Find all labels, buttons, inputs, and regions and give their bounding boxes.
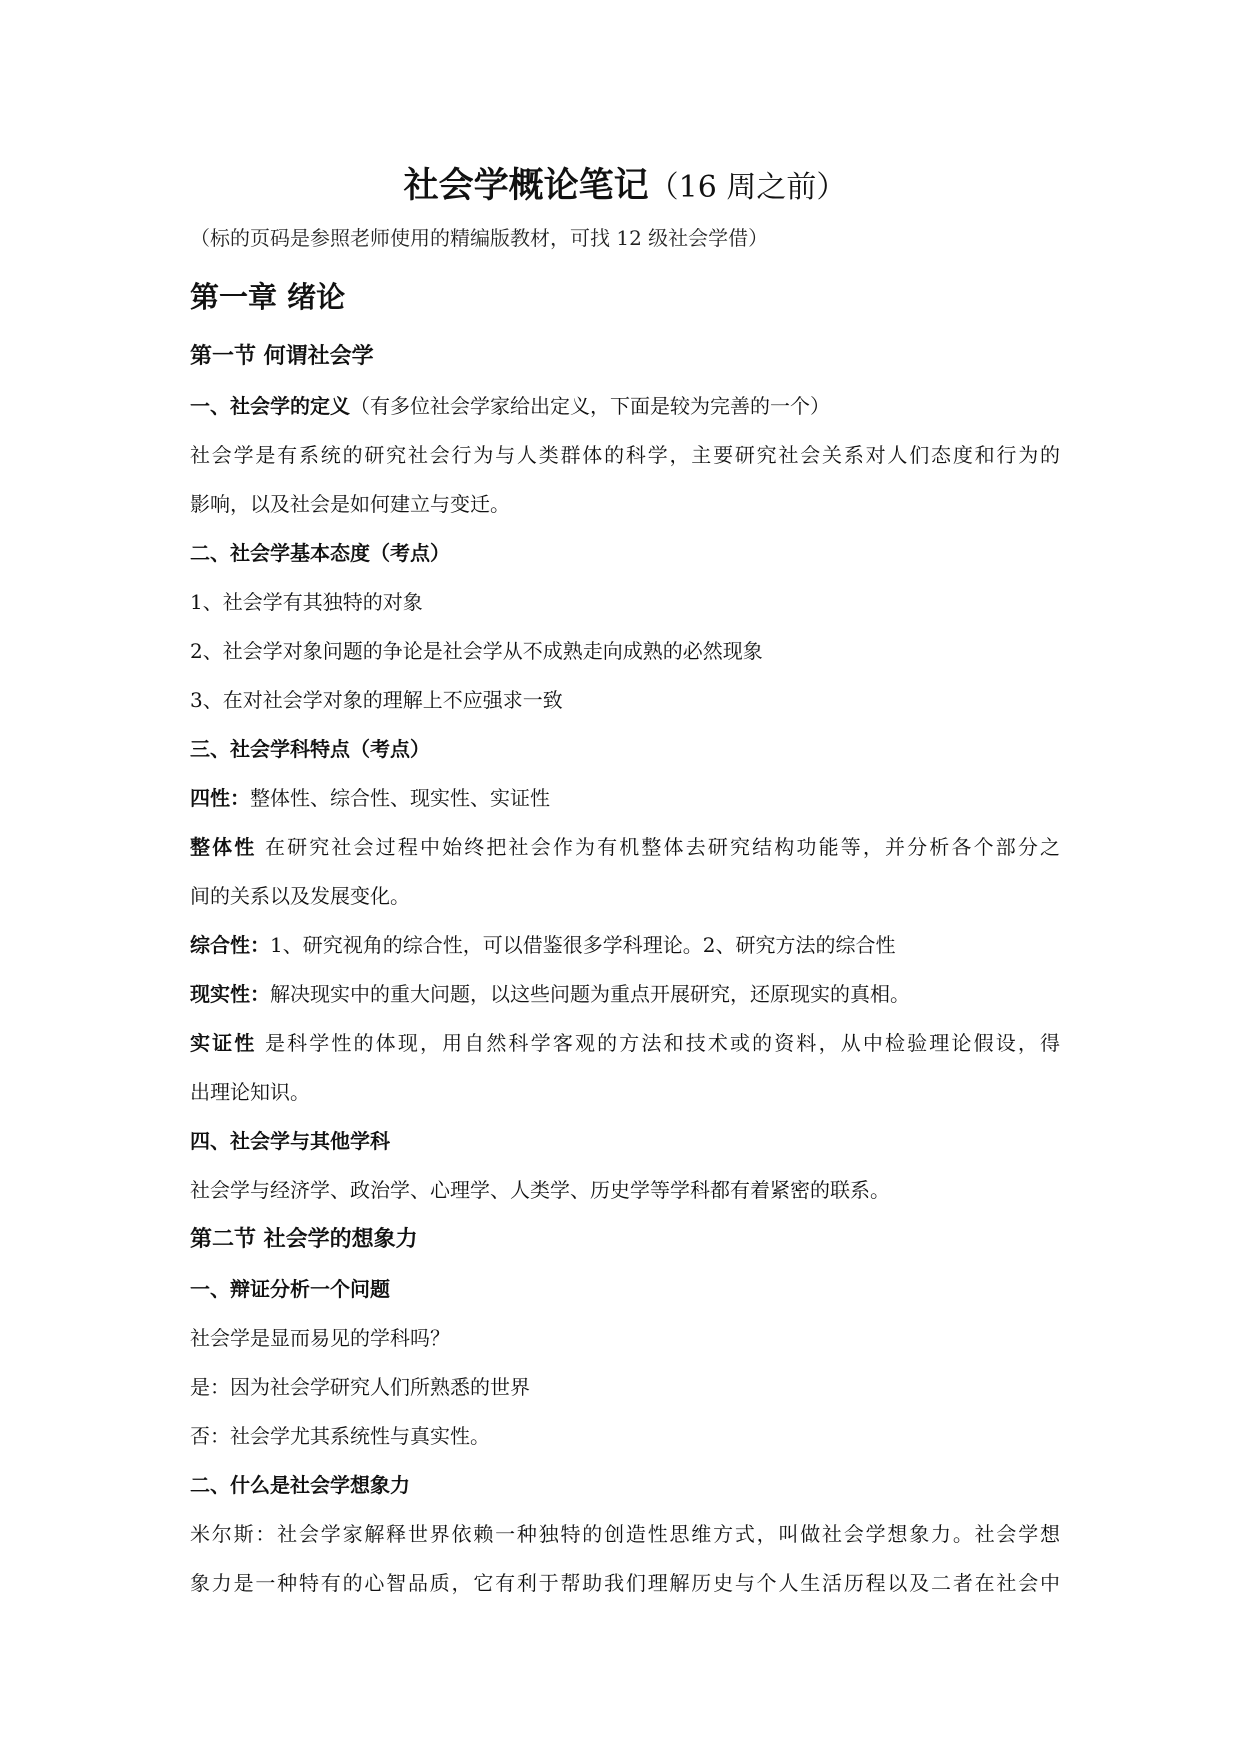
dialectic-heading-label: 一、辩证分析一个问题 xyxy=(190,1277,390,1301)
document-title xyxy=(190,158,1060,214)
source-note: （标的页码是参照老师使用的精编版教材，可找 12 级社会学借） xyxy=(190,226,769,250)
attitude-item-1: 1、社会学有其独特的对象 xyxy=(190,590,423,614)
title-subtitle: （16 周之前） xyxy=(648,170,847,205)
wholeness-line-2: 间的关系以及发展变化。 xyxy=(190,884,410,908)
comprehensive-label: 综合性： xyxy=(190,933,270,957)
definition-text-line-2: 影响，以及社会是如何建立与变迁。 xyxy=(190,492,510,516)
attitude-item-3: 3、在对社会学对象的理解上不应强求一致 xyxy=(190,688,563,712)
section-heading-2: 第二节 社会学的想象力 xyxy=(190,1227,418,1252)
definition-text-line-1: 社会学是有系统的研究社会行为与人类群体的科学，主要研究社会关系对人们态度和行为的 xyxy=(190,443,1060,467)
definition-heading xyxy=(190,382,1060,431)
empirical-line-1 xyxy=(190,1019,1060,1068)
empirical-line-2: 出理论知识。 xyxy=(190,1080,310,1104)
reality-label: 现实性： xyxy=(190,982,270,1006)
no-answer-line: 否：社会学尤其系统性与真实性。 xyxy=(190,1424,490,1448)
features-heading xyxy=(190,725,1060,774)
question-line: 社会学是显而易见的学科吗？ xyxy=(190,1326,450,1350)
dialectic-heading xyxy=(190,1265,1060,1314)
mills-line-1: 米尔斯：社会学家解释世界依赖一种独特的创造性思维方式，叫做社会学想象力。社会学想 xyxy=(190,1522,1060,1546)
comprehensive-text: 1、研究视角的综合性，可以借鉴很多学科理论。2、研究方法的综合性 xyxy=(270,933,896,957)
wholeness-line-1 xyxy=(190,823,1060,872)
definition-heading-label: 一、社会学的定义 xyxy=(190,394,350,418)
chapter-heading: 第一章 绪论 xyxy=(190,280,346,314)
wholeness-text-1: 在研究社会过程中始终把社会作为有机整体去研究结构功能等，并分析各个部分之 xyxy=(264,835,1061,859)
empirical-text-1: 是科学性的体现，用自然科学客观的方法和技术或的资料，从中检验理论假设，得 xyxy=(264,1031,1061,1055)
comprehensive-line xyxy=(190,921,1060,970)
four-traits-text: 整体性、综合性、现实性、实证性 xyxy=(250,786,550,810)
yes-answer-line: 是：因为社会学研究人们所熟悉的世界 xyxy=(190,1375,530,1399)
reality-text: 解决现实中的重大问题，以这些问题为重点开展研究，还原现实的真相。 xyxy=(270,982,910,1006)
empirical-label: 实证性 xyxy=(190,1031,257,1055)
reality-line xyxy=(190,970,1060,1019)
imagination-heading xyxy=(190,1461,1060,1510)
attitude-heading-label: 二、社会学基本态度（考点） xyxy=(190,541,450,565)
four-traits-line xyxy=(190,774,1060,823)
wholeness-label: 整体性 xyxy=(190,835,257,859)
attitude-item-2: 2、社会学对象问题的争论是社会学从不成熟走向成熟的必然现象 xyxy=(190,639,763,663)
other-disciplines-heading-label: 四、社会学与其他学科 xyxy=(190,1129,390,1153)
other-disciplines-text: 社会学与经济学、政治学、心理学、人类学、历史学等学科都有着紧密的联系。 xyxy=(190,1178,890,1202)
imagination-heading-label: 二、什么是社会学想象力 xyxy=(190,1473,410,1497)
definition-heading-note: （有多位社会学家给出定义，下面是较为完善的一个） xyxy=(350,394,830,418)
other-disciplines-heading xyxy=(190,1117,1060,1166)
document-body xyxy=(190,158,1060,1608)
mills-line-2: 象力是一种特有的心智品质，它有利于帮助我们理解历史与个人生活历程以及二者在社会中 xyxy=(190,1571,1060,1595)
four-traits-label: 四性： xyxy=(190,786,250,810)
section-heading-1: 第一节 何谓社会学 xyxy=(190,344,374,369)
features-heading-label: 三、社会学科特点（考点） xyxy=(190,737,430,761)
title-main: 社会学概论笔记 xyxy=(403,165,649,206)
attitude-heading xyxy=(190,529,1060,578)
